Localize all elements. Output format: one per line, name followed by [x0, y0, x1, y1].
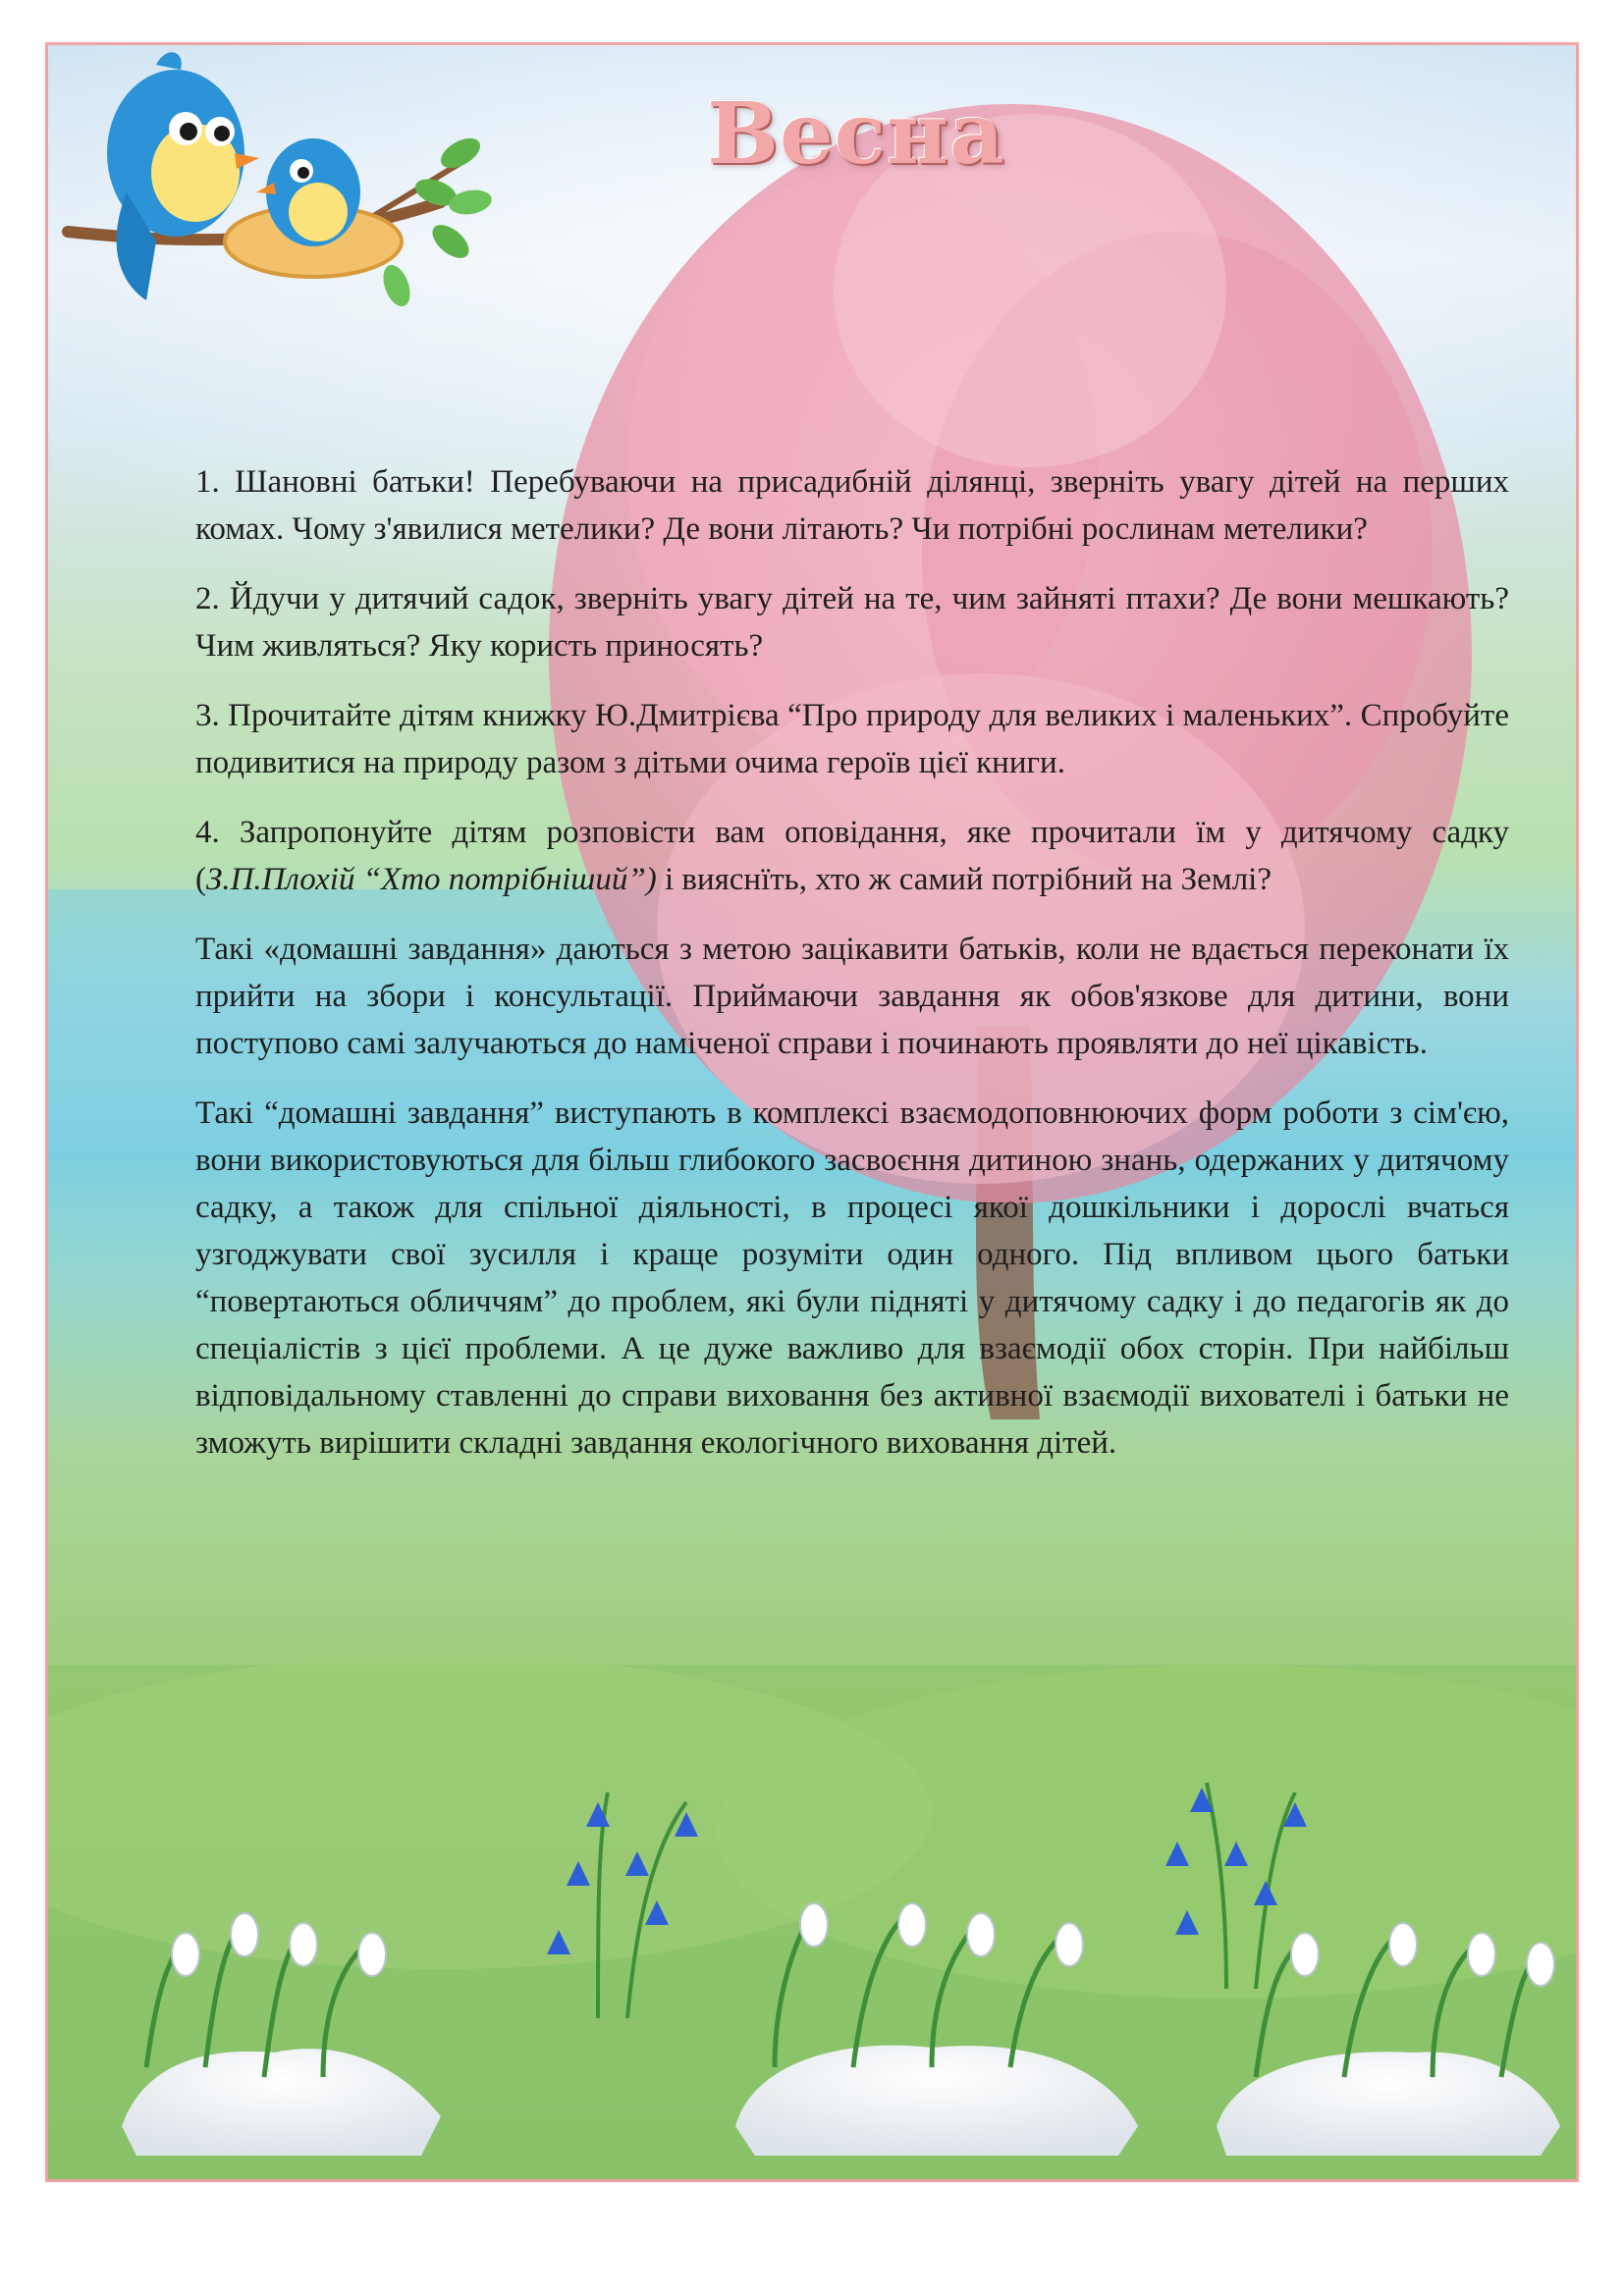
paragraph-4-end: і вияснїть, хто ж самий потрібний на Землі? [656, 862, 1272, 897]
paragraph-4-start: 4. Запропонуйте дітям розповісти вам оповідання, яке прочитали їм у дитячому садку ( [195, 815, 1509, 897]
book-reference: З.П.Плохій “Хто потрібніший”) [206, 862, 657, 897]
paragraph-3: 3. Прочитайте дітям книжку Ю.Дмитрієва “Про природу для великих і маленьких”. Спробуйте подивитися на природу разом з дітьми очима героїв цієї книги. [195, 698, 1509, 780]
paragraph-1: 1. Шановні батьки! Перебуваючи на присадибній ділянці, зверніть увагу дітей на перших комах. Чому з'явилися метелики? Де вони літають? Чи потрібні рослинам метелики? [195, 464, 1509, 547]
paragraph-2: 2. Йдучи у дитячий садок, зверніть увагу дітей на те, чим зайняті птахи? Де вони мешкають? Чим живляться? Яку користь приносять? [195, 581, 1509, 664]
paragraph-4 [195, 809, 1509, 903]
page-frame [45, 42, 1579, 2182]
page-title: Весна [707, 84, 1005, 184]
article-body [195, 458, 1509, 1489]
paragraph-6: Такі “домашні завдання” виступають в комплексі взаємодоповнюючих форм роботи з сім'єю, вони використовуються для більш глибокого засвоєння дитиною знань, одержаних у дитячому садку, а також для спільної діяльності, в процесі якої дошкільники і дорослі вчаться узгоджувати свої зусилля і краще розуміти один одного. Під впливом цього батьки “повертаються обличчям” до проблем, які були підняті у дитячому садку і до педагогів як до спеціалістів з цієї проблеми. А це дуже важливо для взаємодії обох сторін. При найбільш відповідальному ставленні до справи виховання без активної взаємодії вихователі і батьки не зможуть вирішити складні завдання екологічного виховання дітей. [195, 1095, 1509, 1461]
paragraph-5: Такі «домашні завдання» даються з метою зацікавити батьків, коли не вдається переконати їх прийти на збори і консультації. Приймаючи завдання як обов'язкове для дитини, вони поступово самі залучаються до наміченої справи і починають проявляти до неї цікавість. [195, 932, 1509, 1061]
